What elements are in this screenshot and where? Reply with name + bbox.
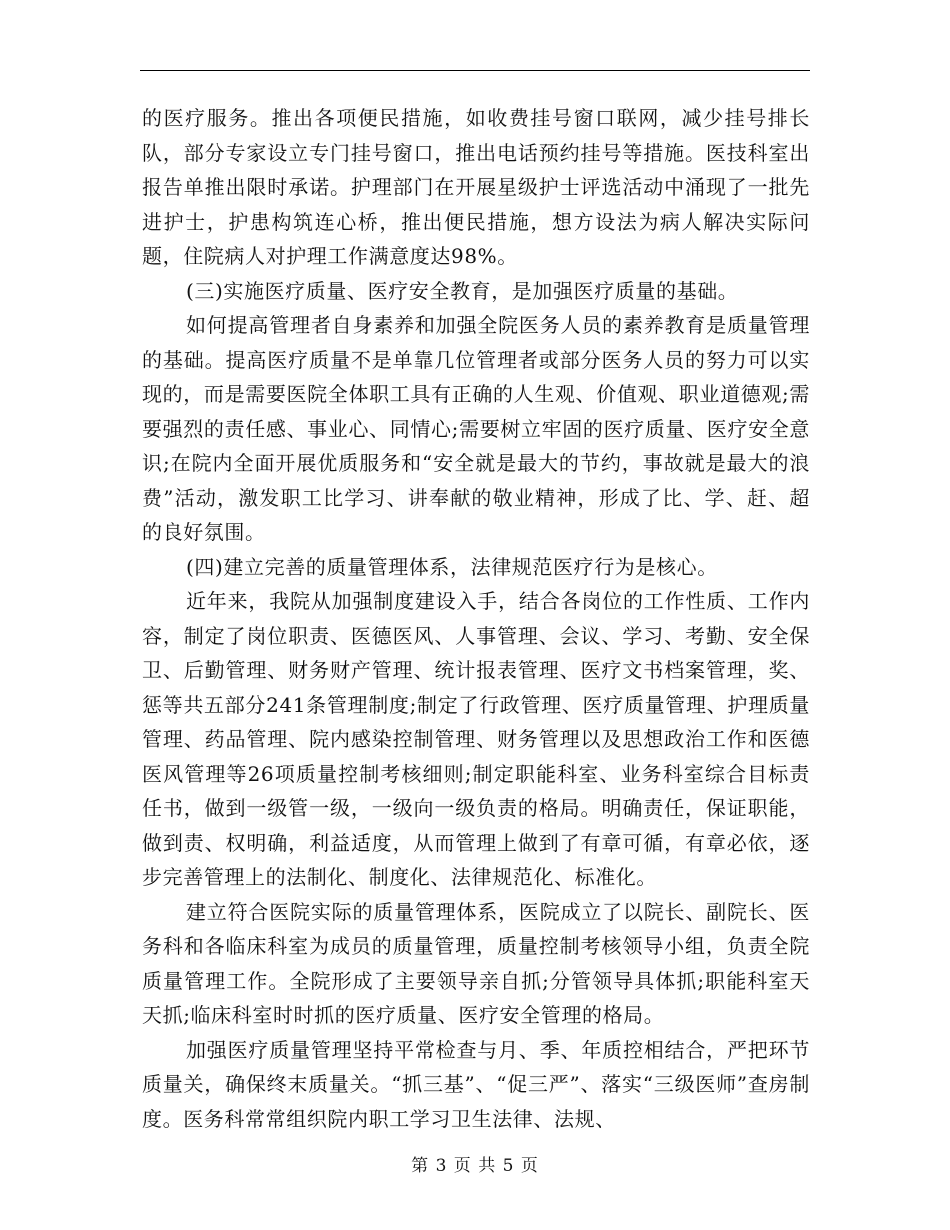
- header-rule: [140, 70, 810, 71]
- paragraph: 如何提高管理者自身素养和加强全院医务人员的素养教育是质量管理的基础。提高医疗质量不是单靠几位管理者或部分医务人员的努力可以实现的，而是需要医院全体职工具有正确的人生观、价值观、职业道德观;需要强烈的责任感、事业心、同情心;需要树立牢固的医疗质量、医疗安全意识;在院内全面开展优质服务和“安全就是最大的节约，事故就是最大的浪费”活动，激发职工比学习、讲奉献的敬业精神，形成了比、学、赶、超的良好氛围。: [142, 313, 810, 544]
- section-heading: (三)实施医疗质量、医疗安全教育，是加强医疗质量的基础。: [186, 278, 739, 303]
- paragraph: 的医疗服务。推出各项便民措施，如收费挂号窗口联网，减少挂号排长队，部分专家设立专门挂号窗口，推出电话预约挂号等措施。医技科室出报告单推出限时承诺。护理部门在开展星级护士评选活动中涌现了一批先进护士，护患构筑连心桥，推出便民措施，想方设法为病人解决实际问题，住院病人对护理工作满意度达98%。: [142, 106, 810, 268]
- paragraph: 加强医疗质量管理坚持平常检查与月、季、年质控相结合，严把环节质量关，确保终末质量关。“抓三基”、“促三严”、落实“三级医师”查房制度。医务科常常组织院内职工学习卫生法律、法规、: [142, 1037, 810, 1131]
- paragraph: 近年来，我院从加强制度建设入手，结合各岗位的工作性质、工作内容，制定了岗位职责、医德医风、人事管理、会议、学习、考勤、安全保卫、后勤管理、财务财产管理、统计报表管理、医疗文书档案管理，奖、惩等共五部分241条管理制度;制定了行政管理、医疗质量管理、护理质量管理、药品管理、院内感染控制管理、财务管理以及思想政治工作和医德医风管理等26项质量控制考核细则;制定职能科室、业务科室综合目标责任书，做到一级管一级，一级向一级负责的格局。明确责任，保证职能，做到责、权明确，利益适度，从而管理上做到了有章可循，有章必依，逐步完善管理上的法制化、制度化、法律规范化、标准化。: [142, 589, 810, 889]
- paragraph: 建立符合医院实际的质量管理体系，医院成立了以院长、副院长、医务科和各临床科室为成员的质量管理，质量控制考核领导小组，负责全院质量管理工作。全院形成了主要领导亲自抓;分管领导具体抓;职能科室天天抓;临床科室时时抓的医疗质量、医疗安全管理的格局。: [142, 899, 810, 1027]
- body-text: [142, 101, 810, 1136]
- section-heading: (四)建立完善的质量管理体系，法律规范医疗行为是核心。: [186, 554, 718, 579]
- page-number-footer: 第 3 页 共 5 页: [411, 1156, 539, 1176]
